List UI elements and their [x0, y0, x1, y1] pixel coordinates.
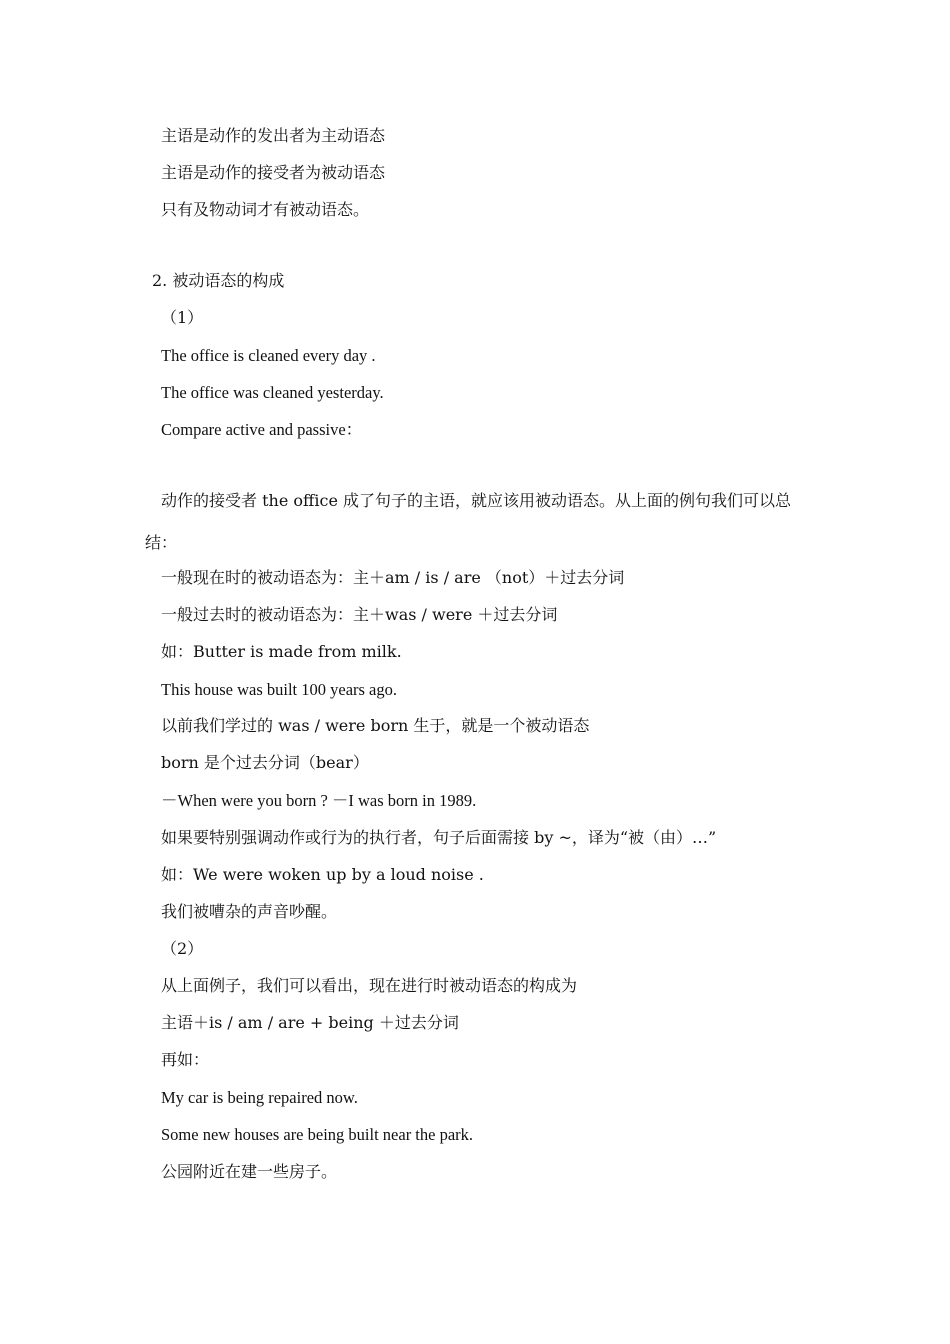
example-sentence: 如：Butter is made from milk.	[161, 642, 402, 661]
section-heading-passive-structure: 2. 被动语态的构成	[152, 271, 285, 290]
subsection-number-1: （1）	[161, 308, 204, 327]
progressive-passive-intro: 从上面例子，我们可以看出，现在进行时被动语态的构成为	[161, 976, 578, 995]
example-sentence: This house was built 100 years ago.	[161, 680, 398, 699]
more-examples-label: 再如：	[161, 1050, 210, 1069]
explanation-paragraph-continuation: 结：	[145, 533, 178, 552]
born-note: 以前我们学过的 was / were born 生于，就是一个被动语态	[161, 716, 590, 735]
example-translation: 公园附近在建一些房子。	[161, 1162, 338, 1181]
explanation-paragraph: 动作的接受者 the office 成了句子的主语，就应该用被动语态。从上面的例句我们可以总	[161, 491, 792, 510]
rule-simple-present-passive: 一般现在时的被动语态为：主＋am / is / are （not）＋过去分词	[161, 568, 625, 587]
example-sentence: The office is cleaned every day .	[161, 346, 376, 365]
subsection-number-2: （2）	[161, 939, 204, 958]
example-sentence: 如：We were woken up by a loud noise .	[161, 865, 484, 884]
definition-passive-voice: 主语是动作的接受者为被动语态	[161, 163, 386, 182]
example-translation: 我们被嘈杂的声音吵醒。	[161, 902, 338, 921]
dialogue-example: －When were you born ? －I was born in 1989.	[161, 791, 477, 810]
transitive-verb-note: 只有及物动词才有被动语态。	[161, 200, 370, 219]
born-participle-note: born 是个过去分词（bear）	[161, 753, 369, 772]
rule-present-progressive-passive: 主语＋is / am / are + being ＋过去分词	[161, 1013, 459, 1032]
example-sentence: The office was cleaned yesterday.	[161, 383, 384, 402]
by-agent-note: 如果要特别强调动作或行为的执行者，句子后面需接 by ~，译为“被（由）…”	[161, 828, 717, 847]
example-sentence: Some new houses are being built near the park.	[161, 1125, 474, 1144]
rule-simple-past-passive: 一般过去时的被动语态为：主＋was / were ＋过去分词	[161, 605, 558, 624]
example-sentence: My car is being repaired now.	[161, 1088, 358, 1107]
compare-label: Compare active and passive：	[161, 420, 363, 439]
definition-active-voice: 主语是动作的发出者为主动语态	[161, 126, 386, 145]
